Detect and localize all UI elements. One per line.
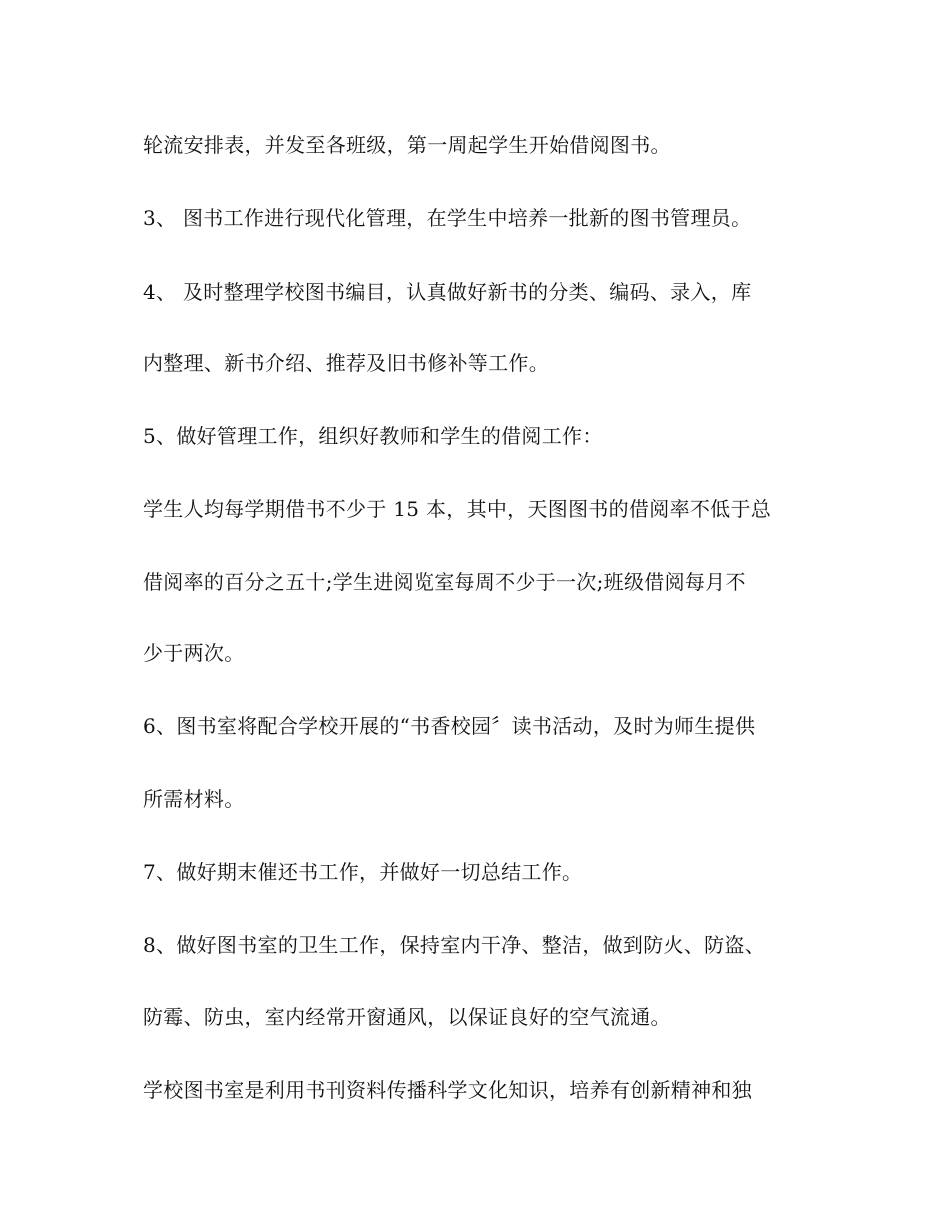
text-line: 防霉、防虫，室内经常开窗通风，以保证良好的空气流通。 [143,1005,671,1029]
text-line: 借阅率的百分之五十;学生进阅览室每周不少于一次;班级借阅每月不 [143,570,746,594]
text-line: 轮流安排表，并发至各班级，第一周起学生开始借阅图书。 [143,133,671,157]
text-line: 3、 图书工作进行现代化管理，在学生中培养一批新的图书管理员。 [143,206,752,230]
text-line: 7、做好期末催还书工作，并做好一切总结工作。 [143,860,583,884]
text-line: 少于两次。 [143,641,245,665]
text-line: 6、图书室将配合学校开展的“书香校园〞读书活动，及时为师生提供 [143,714,756,738]
text-line: 学校图书室是利用书刊资料传播科学文化知识，培养有创新精神和独 [143,1078,752,1102]
text-line: 4、 及时整理学校图书编目，认真做好新书的分类、编码、录入，库 [143,280,752,304]
text-line: 5、做好管理工作，组织好教师和学生的借阅工作： [143,424,603,448]
text-line: 8、做好图书室的卫生工作，保持室内干净、整洁，做到防火、防盗、 [143,933,766,957]
text-line: 学生人均每学期借书不少于 15 本，其中，天图图书的借阅率不低于总 [143,497,772,521]
text-line: 所需材料。 [143,787,245,811]
text-line: 内整理、新书介绍、推荐及旧书修补等工作。 [143,351,549,375]
